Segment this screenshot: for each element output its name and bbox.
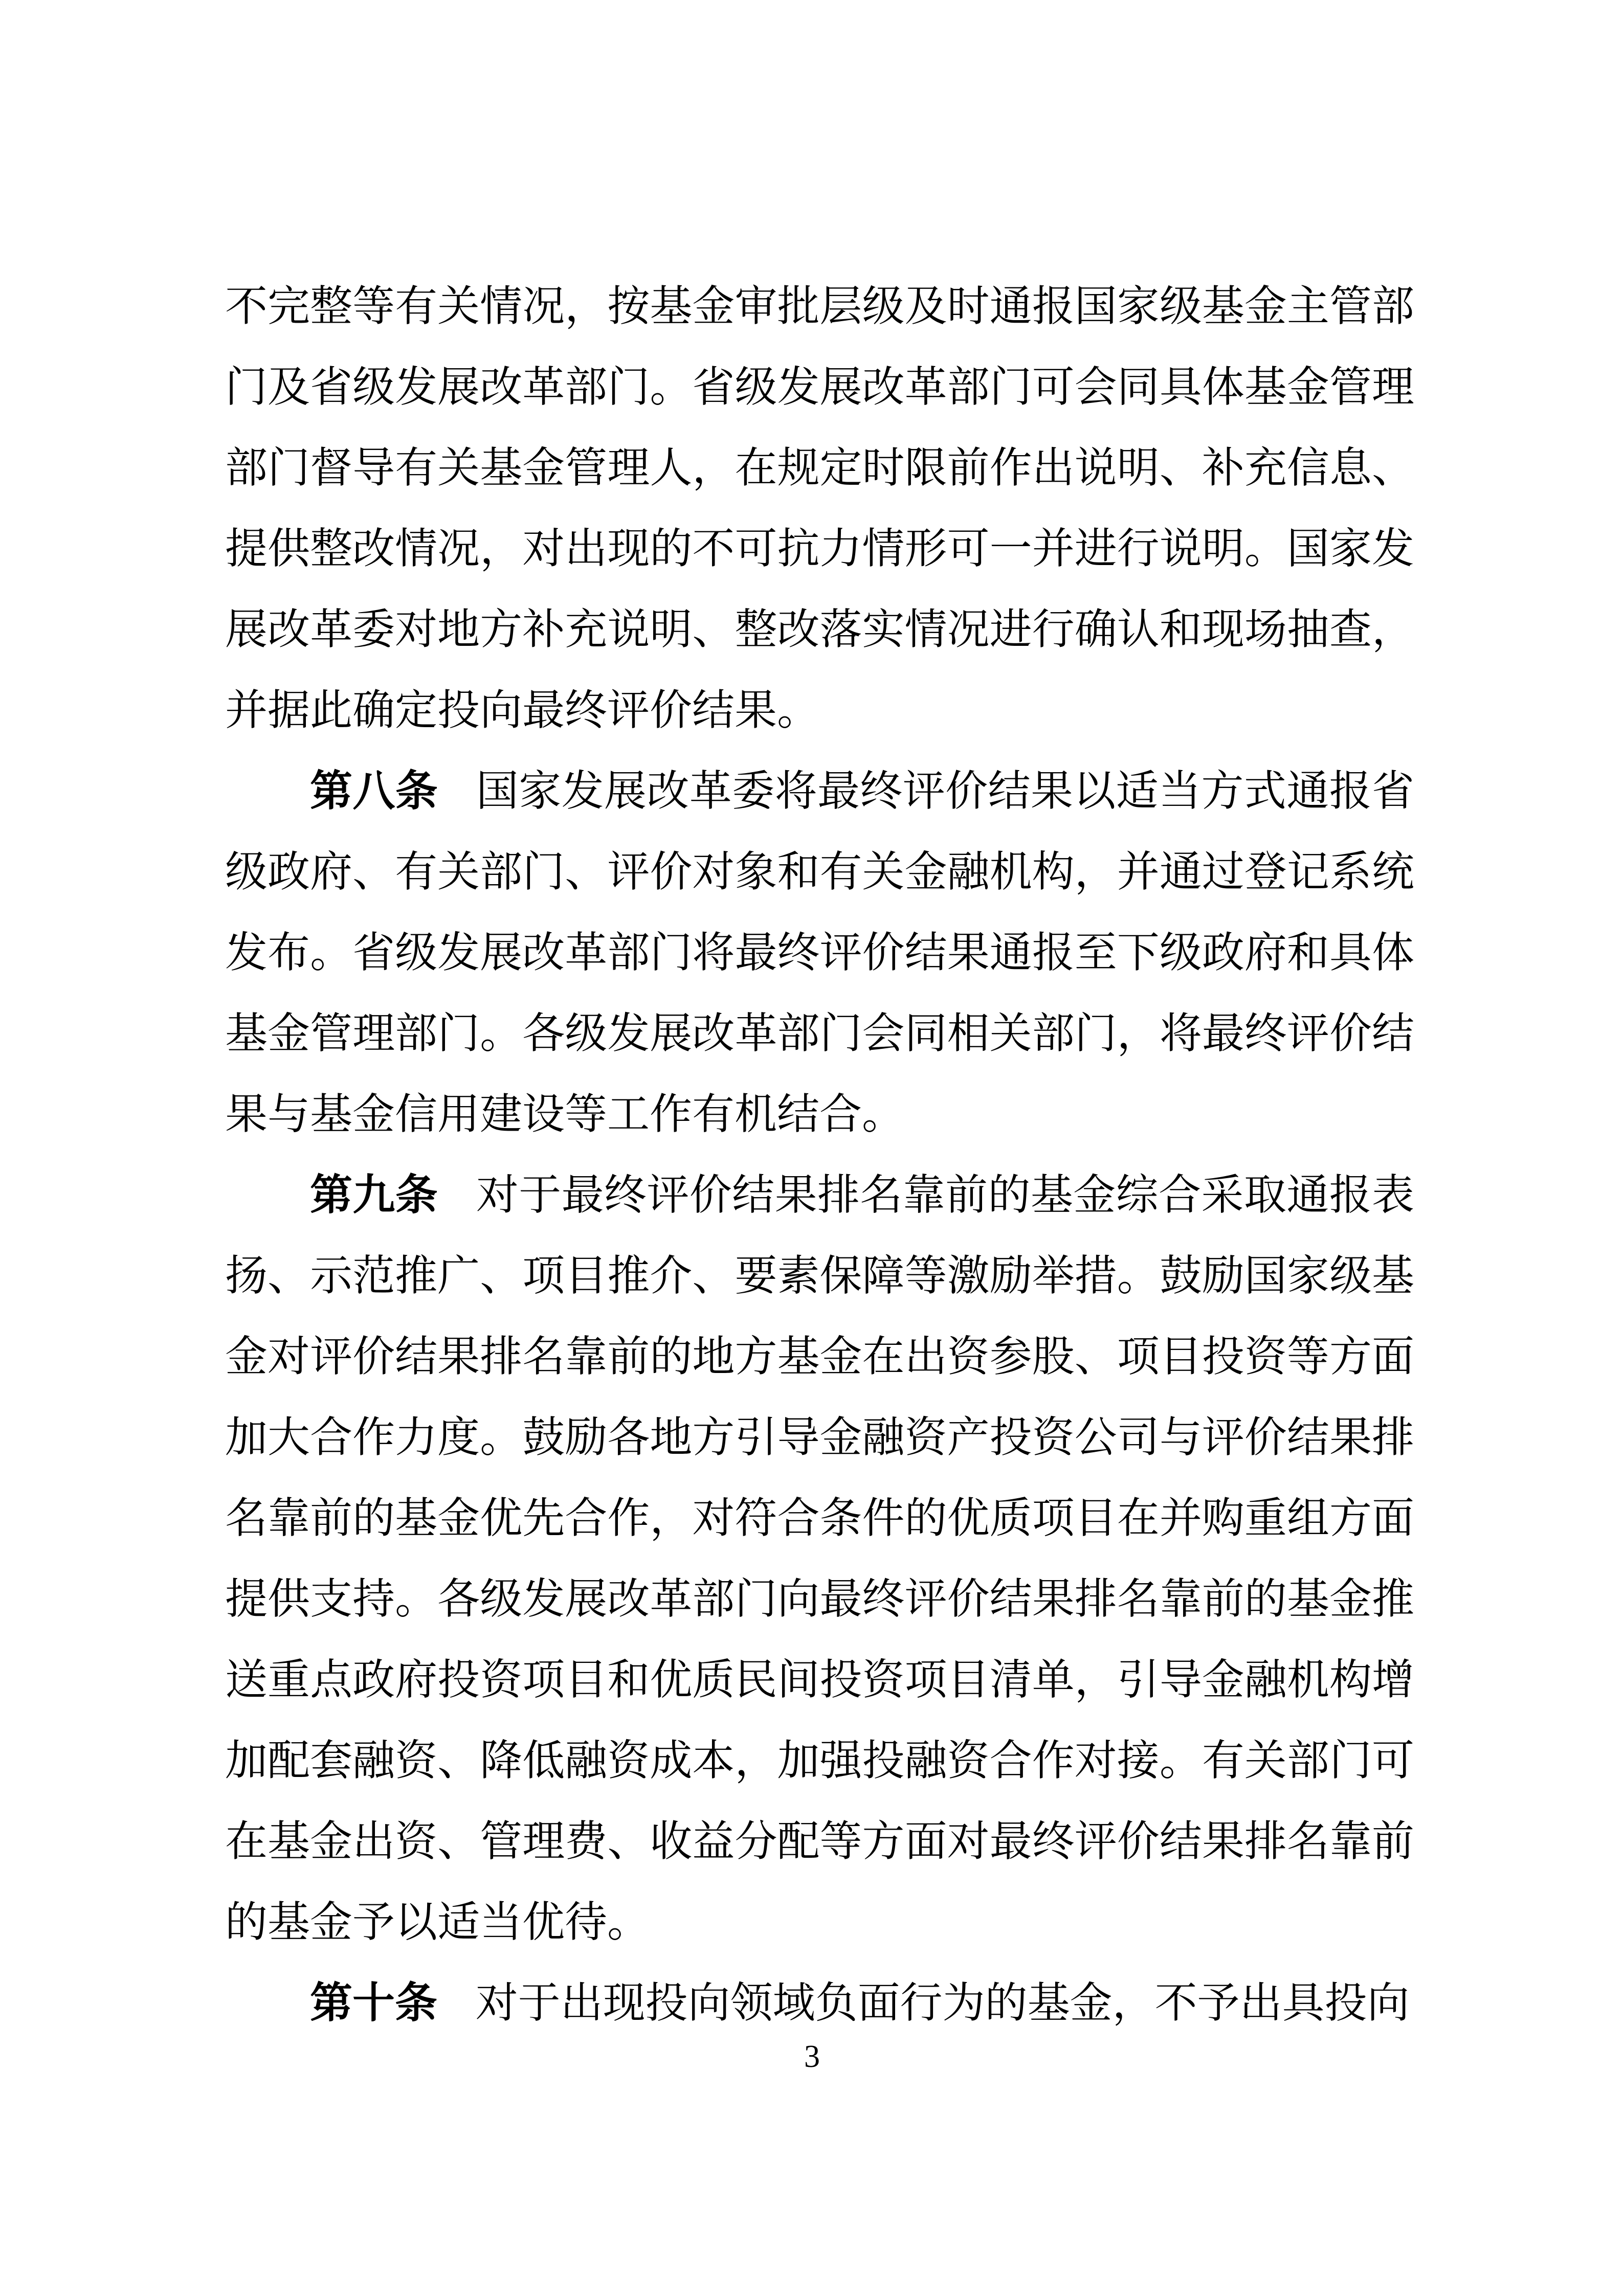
paragraph-text: 对于出现投向领域负面行为的基金，不予出具投向	[475, 1979, 1410, 2027]
article-label: 第九条	[310, 1171, 438, 1219]
article-label: 第十条	[310, 1979, 437, 2027]
paragraph	[225, 751, 1414, 1155]
article-label: 第八条	[310, 767, 438, 815]
paragraph	[225, 1155, 1414, 1963]
page-number: 3	[804, 2039, 820, 2074]
paragraph-text: 国家发展改革委将最终评价结果以适当方式通报省级政府、有关部门、评价对象和有关金融机构，并通过登记系统发布。省级发展改革部门将最终评价结果通报至下级政府和具体基金管理部门。各级发展改革部门会同相关部门，将最终评价结果与基金信用建设等工作有机结合。	[225, 768, 1415, 1138]
paragraph	[225, 1963, 1414, 2043]
paragraph-text: 对于最终评价结果排名靠前的基金综合采取通报表扬、示范推广、项目推介、要素保障等激励举措。鼓励国家级基金对评价结果排名靠前的地方基金在出资参股、项目投资等方面加大合作力度。鼓励各地方引导金融资产投资公司与评价结果排名靠前的基金优先合作，对符合条件的优质项目在并购重组方面提供支持。各级发展改革部门向最终评价结果排名靠前的基金推送重点政府投资项目和优质民间投资项目清单，引导金融机构增加配套融资、降低融资成本，加强投融资合作对接。有关部门可在基金出资、管理费、收益分配等方面对最终评价结果排名靠前的基金予以适当优待。	[225, 1172, 1415, 1946]
paragraph-text: 不完整等有关情况，按基金审批层级及时通报国家级基金主管部门及省级发展改革部门。省级发展改革部门可会同具体基金管理部门督导有关基金管理人，在规定时限前作出说明、补充信息、提供整改情况，对出现的不可抗力情形可一并进行说明。国家发展改革委对地方补充说明、整改落实情况进行确认和现场抽查，并据此确定投向最终评价结果。	[225, 283, 1414, 734]
paragraph	[225, 266, 1414, 751]
document-body	[225, 266, 1414, 2043]
